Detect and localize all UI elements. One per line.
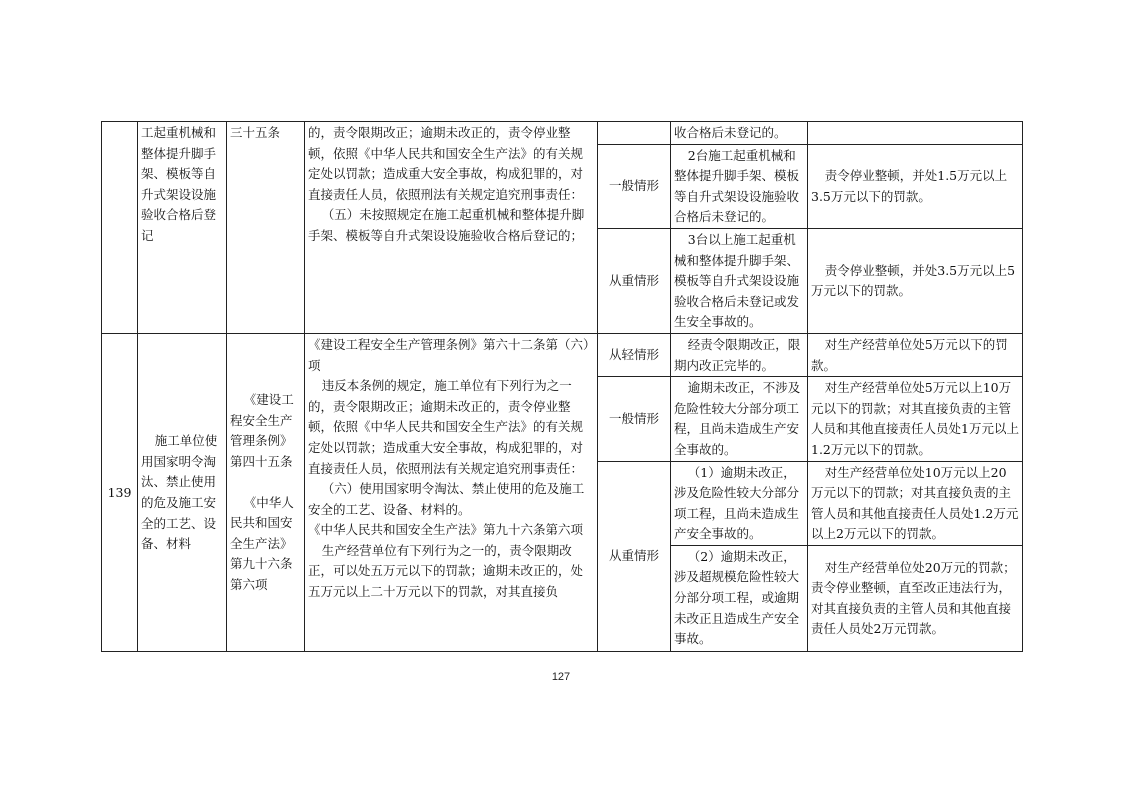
basis-text: 《中华人民共和国安全生产法》第九十六条第六项 <box>230 494 294 592</box>
circumstance-cell: 从重情形 <box>598 228 671 333</box>
description-cell: 逾期未改正，不涉及危险性较大分部分项工程，且尚未造成生产安全事故的。 <box>671 377 808 461</box>
circumstance-cell: 从重情形 <box>598 461 671 651</box>
item-text: 工起重机械和整体提升脚手架、模板等自升式架设设施验收合格后登记 <box>141 125 217 243</box>
description-cell: （1）逾期未改正，涉及危险性较大分部分项工程，且尚未造成生产安全事故的。 <box>671 461 808 545</box>
clause-paragraph: 《建设工程安全生产管理条例》第六十二条第（六）项 <box>308 336 590 373</box>
clause-paragraph: 生产经营单位有下列行为之一的，责令限期改正，可以处五万元以下的罚款；逾期未改正的，处五万元以上二十万元以下的罚款，对其直接负 <box>308 542 584 600</box>
basis-cell <box>227 122 305 334</box>
penalty-cell: 对生产经营单位处20万元的罚款；责令停业整顿，直至改正违法行为，对其直接负责的主管人员和其他直接责任人员处2万元罚款。 <box>808 545 1023 651</box>
spacer <box>230 473 301 493</box>
penalty-cell <box>808 122 1023 145</box>
page-number: 127 <box>551 671 571 683</box>
penalty-cell: 对生产经营单位处5万元以上10万元以下的罚款；对其直接负责的主管人员和其他直接责任人员处1万元以上1.2万元以下的罚款。 <box>808 377 1023 461</box>
circumstance-cell: 一般情形 <box>598 377 671 461</box>
clause-paragraph: （五）未按照规定在施工起重机械和整体提升脚手架、模板等自升式架设设施验收合格后登记的； <box>308 207 585 243</box>
item-cell: 施工单位使用国家明令淘汰、禁止使用的危及施工安全的工艺、设备、材料 <box>138 333 227 651</box>
penalty-cell: 对生产经营单位处5万元以下的罚款。 <box>808 333 1023 376</box>
clause-paragraph: 违反本条例的规定，施工单位有下列行为之一的，责令限期改正；逾期未改正的，责令停业整顿，依照《中华人民共和国安全生产法》的有关规定处以罚款；造成重大安全事故，构成犯罪的，对直接责任人员，依照刑法有关规定追究刑事责任： <box>308 378 584 476</box>
table-row <box>102 122 1023 145</box>
clause-cell <box>305 333 598 651</box>
item-cell <box>138 122 227 334</box>
clause-cell <box>305 122 598 334</box>
circumstance-cell: 从轻情形 <box>598 333 671 376</box>
basis-text: 三十五条 <box>230 125 281 140</box>
circumstance-cell: 一般情形 <box>598 144 671 228</box>
table-row <box>102 333 1023 376</box>
description-cell: 2台施工起重机械和整体提升脚手架、模板等自升式架设设施验收合格后未登记的。 <box>671 144 808 228</box>
number-cell <box>102 122 138 334</box>
basis-cell <box>227 333 305 651</box>
number-cell: 139 <box>102 333 138 651</box>
penalty-cell: 责令停业整顿，并处3.5万元以上5万元以下的罚款。 <box>808 228 1023 333</box>
basis-text: 《建设工程安全生产管理条例》第四十五条 <box>230 392 294 470</box>
penalty-cell: 责令停业整顿，并处1.5万元以上3.5万元以下的罚款。 <box>808 144 1023 228</box>
clause-paragraph: （六）使用国家明令淘汰、禁止使用的危及施工安全的工艺、设备、材料的。 <box>308 481 585 517</box>
description-cell: 收合格后未登记的。 <box>671 122 808 145</box>
circumstance-cell <box>598 122 671 145</box>
penalty-standards-table <box>101 121 1023 652</box>
clause-paragraph: 的，责令限期改正；逾期未改正的，责令停业整顿，依照《中华人民共和国安全生产法》的有关规定处以罚款；造成重大安全事故，构成犯罪的，对直接责任人员，依照刑法有关规定追究刑事责任： <box>308 125 584 202</box>
penalty-cell: 对生产经营单位处10万元以上20万元以下的罚款；对其直接负责的主管人员和其他直接责任人员处1.2万元以上2万元以下的罚款。 <box>808 461 1023 545</box>
description-cell: 3台以上施工起重机械和整体提升脚手架、模板等自升式架设设施验收合格后未登记或发生安全事故的。 <box>671 228 808 333</box>
clause-paragraph: 《中华人民共和国安全生产法》第九十六条第六项 <box>308 522 584 538</box>
description-cell: （2）逾期未改正，涉及超规模危险性较大分部分项工程，或逾期未改正且造成生产安全事故。 <box>671 545 808 651</box>
description-cell: 经责令限期改正，限期内改正完毕的。 <box>671 333 808 376</box>
